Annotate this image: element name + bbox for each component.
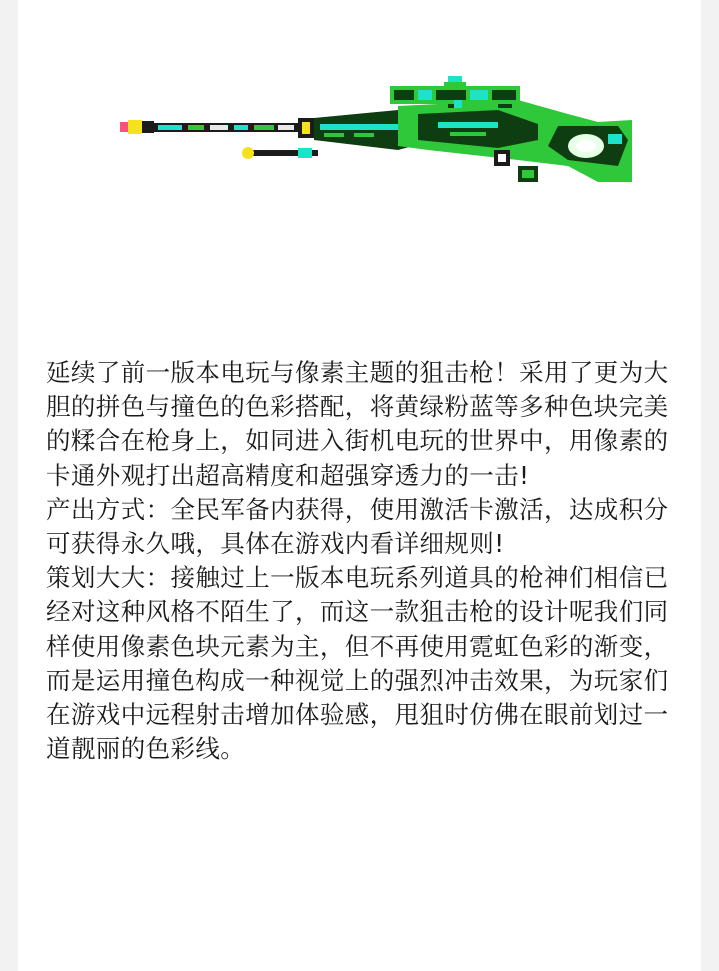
sniper-rifle-illustration <box>98 70 638 200</box>
paragraph-acquisition: 产出方式：全民军备内获得，使用激活卡激活，达成积分可获得永久哦，具体在游戏内看详细规则! <box>46 494 669 559</box>
paragraph-intro: 延续了前一版本电玩与像素主题的狙击枪！采用了更为大胆的拼色与撞色的色彩搭配，将黄绿粉蓝等多种色块完美的糅合在枪身上，如同进入街机电玩的世界中，用像素的卡通外观打出超高精度和超强穿透力的一击! <box>46 358 669 490</box>
article-body <box>46 356 686 766</box>
weapon-image <box>98 70 638 200</box>
paragraph-designer-notes: 策划大大：接触过上一版本电玩系列道具的枪神们相信已经对这种风格不陌生了，而这一款狙击枪的设计呢我们同样使用像素色块元素为主，但不再使用霓虹色彩的渐变，而是运用撞色构成一种视觉上的强烈冲击效果，为玩家们在游戏中远程射击增加体验感，甩狙时仿佛在眼前划过一道靓丽的色彩线。 <box>46 563 669 764</box>
article-card <box>18 0 701 971</box>
